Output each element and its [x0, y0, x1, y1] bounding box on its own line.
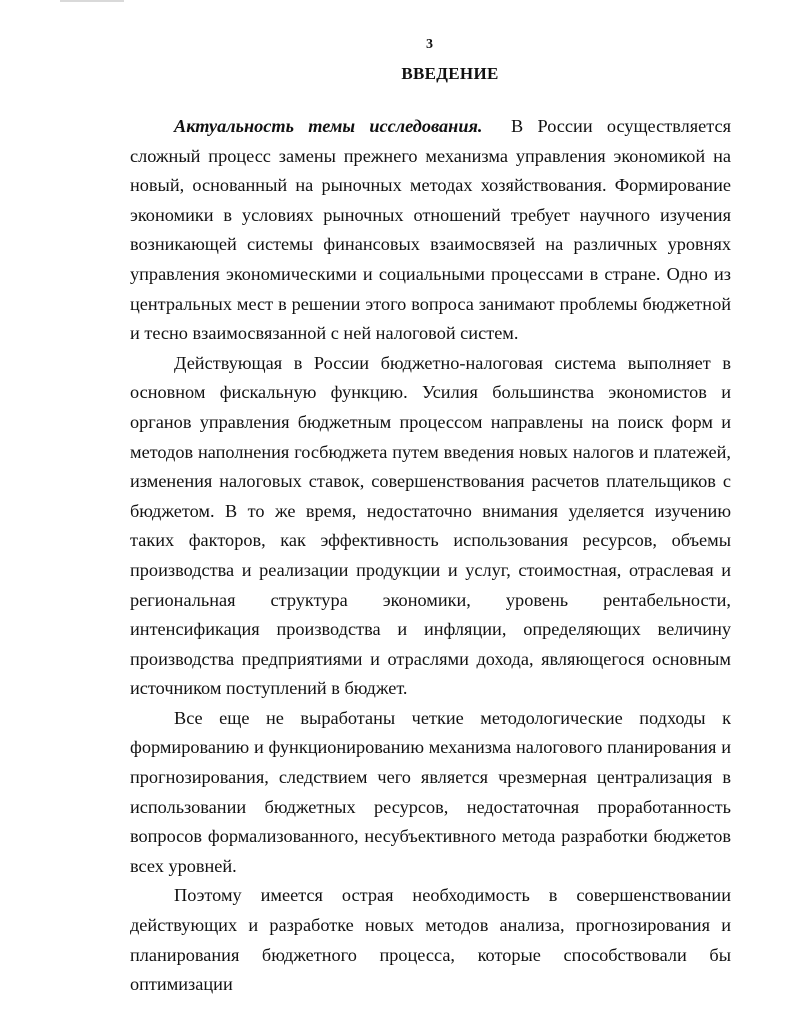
paragraph-methodology [130, 704, 731, 882]
paragraph-relevance [130, 112, 731, 349]
paragraph-text: Поэтому имеется острая необходимость в совершенствовании действующих и разработке новых методов анализа, прогнозирования и планирования бюджетного процесса, которые способствовали бы оптимизации [130, 885, 731, 995]
paragraph-lead: Актуальность темы исследования. [174, 116, 483, 136]
scan-mark [60, 0, 124, 2]
paragraph-budget-system [130, 349, 731, 704]
page-number: 3 [426, 37, 433, 52]
paragraph-necessity [130, 881, 731, 999]
paragraph-text: Действующая в России бюджетно-налоговая система выполняет в основном фискальную функцию. Усилия большинства экономистов и органов управления бюджетным процессом направлены на поиск форм и методов наполнения госбюджета путем введения новых налогов и платежей, изменения налоговых ставок, совершенствования расчетов плательщиков с бюджетом. В то же время, недостаточно внимания уделяется изучению таких факторов, как эффективность использования ресурсов, объемы производства и реализации продукции и услуг, стоимостная, отраслевая и региональная структура экономики, уровень рентабельности, интенсификация производства и инфляции, определяющих величину производства предприятиями и отраслями дохода, являющегося основным источником поступлений в бюджет. [130, 352, 731, 699]
paragraph-text: В России осуществляется сложный процесс замены прежнего механизма управления экономикой на новый, основанный на рыночных методах хозяйствования. Формирование экономики в условиях рыночных отношений требует научного изучения возникающей системы финансовых взаимосвязей на различных уровнях управления экономическими и социальными процессами в стране. Одно из центральных мест в решении этого вопроса занимают проблемы бюджетной и тесно взаимосвязанной с ней налоговой систем. [130, 116, 731, 344]
body-text [130, 112, 731, 1000]
paragraph-text: Все еще не выработаны четкие методологические подходы к формированию и функционированию механизма налогового планирования и прогнозирования, следствием чего является чрезмерная централизация в использовании бюджетных ресурсов, недостаточная проработанность вопросов формализованного, несубъективного метода разработки бюджетов всех уровней. [130, 707, 731, 876]
section-heading: ВВЕДЕНИЕ [401, 64, 499, 83]
